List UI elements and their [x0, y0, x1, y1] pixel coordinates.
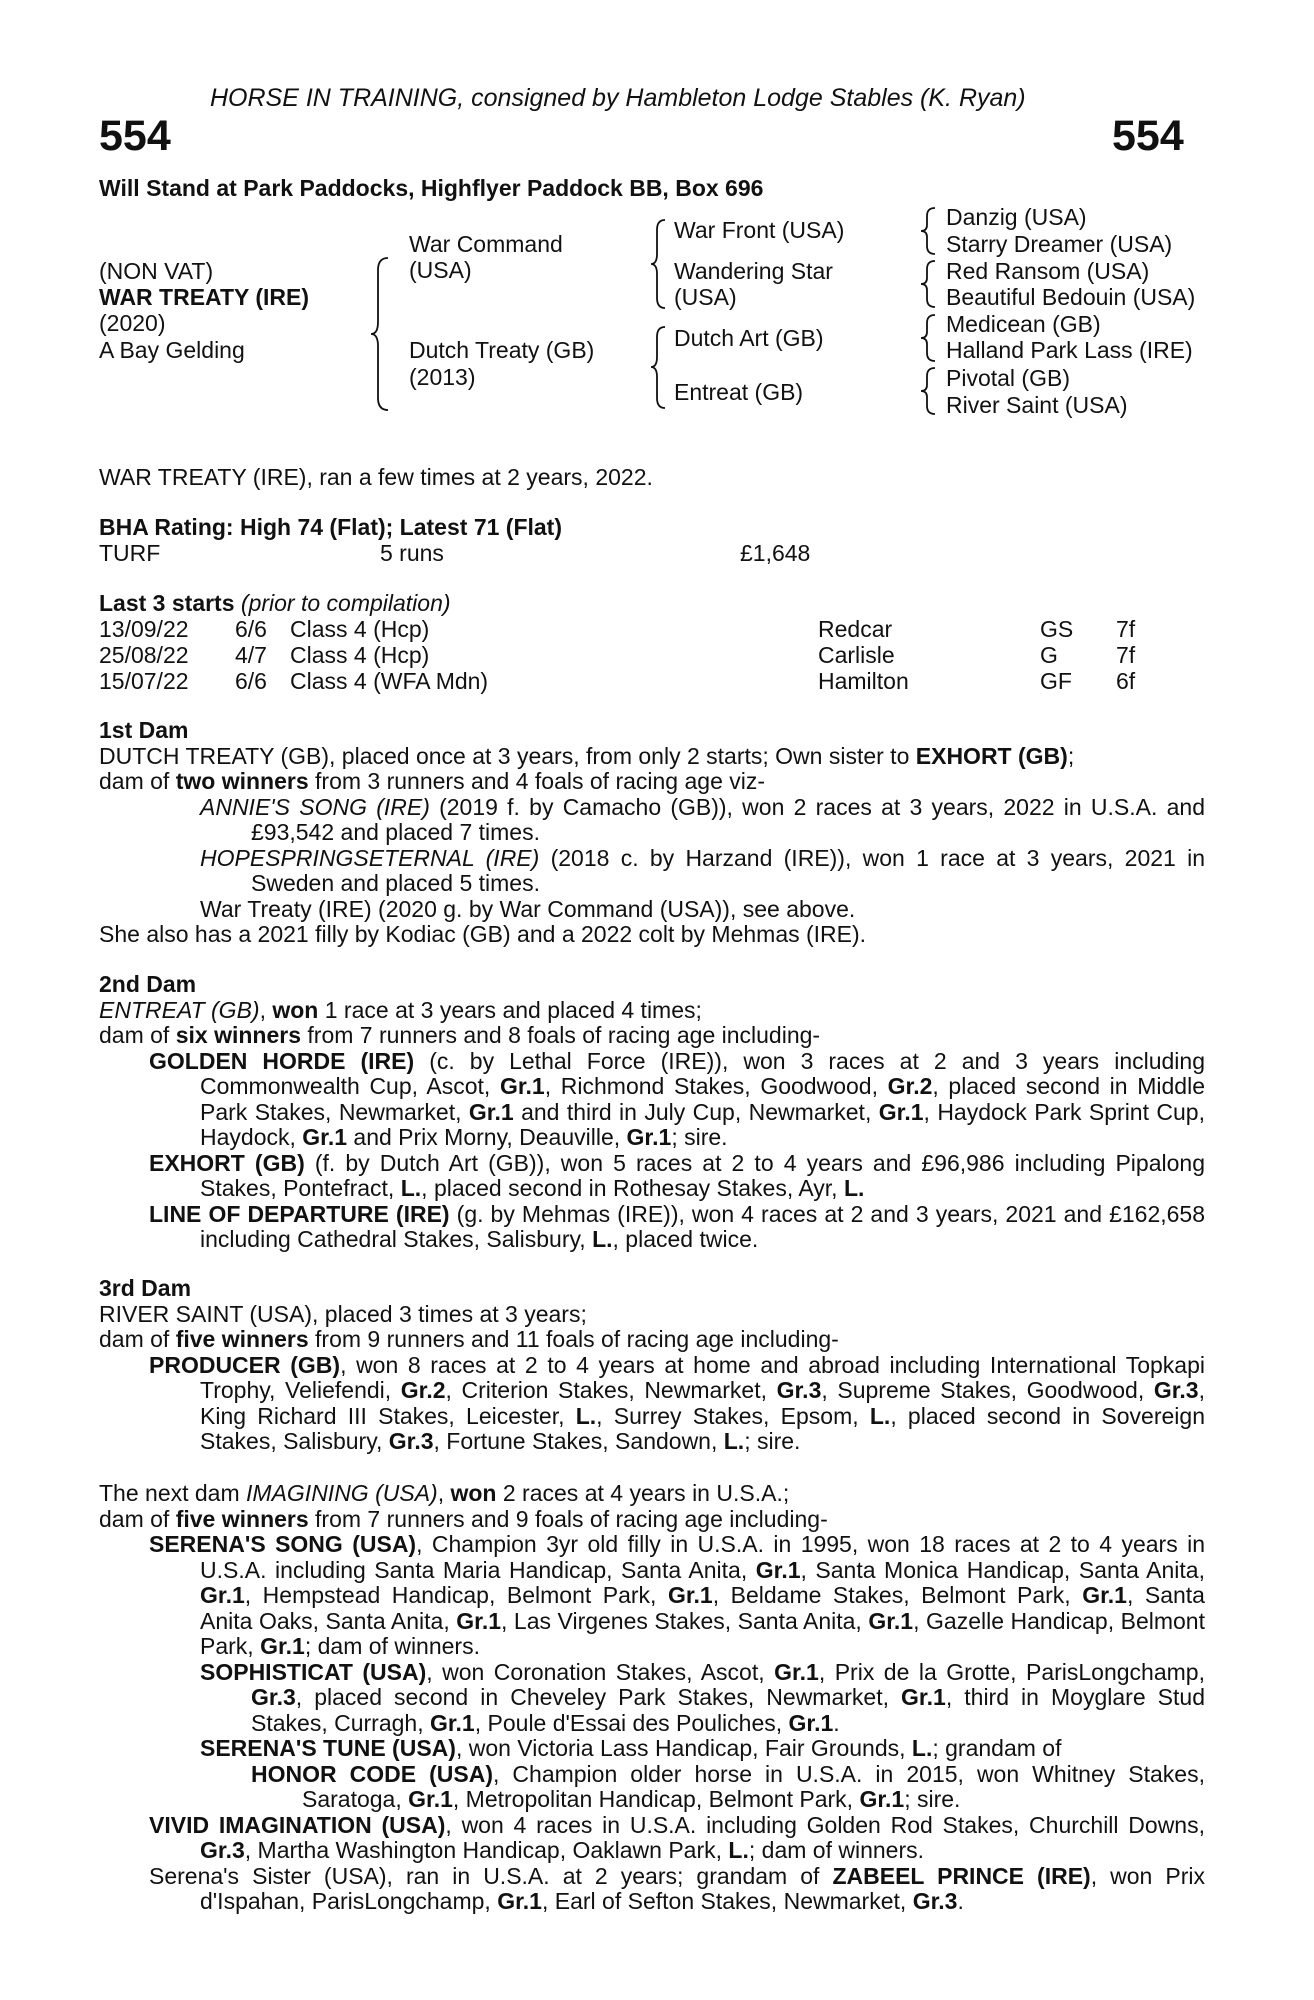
- grade-label: Gr.1: [868, 1607, 914, 1634]
- produce-text: .: [833, 1709, 840, 1736]
- produce-text: , Gazelle Handicap, Belmont Park,: [200, 1607, 1205, 1659]
- produce-name: ANNIE'S SONG (IRE): [200, 793, 430, 820]
- start-going: GF: [1040, 668, 1072, 694]
- next-dam-intro: [99, 1481, 1205, 1507]
- rating-earnings: £1,648: [740, 540, 811, 566]
- pedigree-brace-gen3-4: [920, 366, 938, 416]
- second-dam-text: from 7 runners and 8 foals of racing age including-: [301, 1022, 821, 1048]
- produce-name: EXHORT (GB): [149, 1149, 305, 1176]
- produce-text: ; dam of winners.: [748, 1837, 925, 1863]
- second-dam-section: [99, 972, 1205, 1253]
- produce-text: ; sire.: [744, 1428, 801, 1454]
- produce-entry: [99, 1151, 1205, 1202]
- produce-entry: [99, 1353, 1205, 1455]
- produce-text: , Poule d'Essai des Pouliches,: [474, 1709, 789, 1736]
- produce-text: (2018 c. by Harzand (IRE)), won 1 race at 3 years, 2021 in Sweden and placed 5 times.: [251, 844, 1205, 896]
- third-dam-produce: [99, 1327, 1205, 1353]
- produce-text: , Prix de la Grotte, ParisLongchamp,: [818, 1658, 1205, 1685]
- grade-label: Gr.3: [200, 1837, 245, 1863]
- produce-text: ; dam of winners.: [304, 1633, 480, 1659]
- produce-name: GOLDEN HORDE (IRE): [149, 1047, 415, 1074]
- produce-text: .: [957, 1888, 964, 1914]
- grade-label: Gr.3: [388, 1428, 434, 1454]
- grade-label: Gr.1: [667, 1582, 713, 1608]
- produce-name: HONOR CODE (USA): [251, 1760, 493, 1787]
- first-dam-section: [99, 718, 1205, 948]
- produce-text: ; sire.: [904, 1786, 961, 1812]
- produce-text: and Prix Morny, Deauville,: [347, 1124, 627, 1150]
- second-dam-name: ENTREAT (GB): [99, 996, 260, 1023]
- produce-text: , Las Virgenes Stakes, Santa Anita,: [501, 1607, 869, 1634]
- produce-text: and third in July Cup, Newmarket,: [513, 1098, 879, 1125]
- grade-label: Gr.1: [408, 1786, 453, 1812]
- last-starts-title: Last 3 starts: [99, 590, 235, 616]
- start-race: Class 4 (Hcp): [290, 642, 430, 668]
- next-dam-won: won: [450, 1480, 497, 1506]
- grade-label: Gr.1: [774, 1658, 819, 1685]
- produce-text: , Haydock Park Sprint Cup, Haydock,: [200, 1098, 1205, 1150]
- start-position: 6/6: [235, 668, 267, 694]
- pedigree-brace-sire: [650, 218, 668, 310]
- dam-name: Dutch Treaty (GB): [409, 337, 595, 363]
- grade-label: L.: [400, 1175, 422, 1201]
- last-starts-heading: [99, 591, 451, 617]
- next-dam-winners: five winners: [175, 1505, 309, 1532]
- sire-sire: War Front (USA): [674, 217, 845, 243]
- third-dam-intro: RIVER SAINT (USA), placed 3 times at 3 years;: [99, 1300, 587, 1327]
- grade-label: Gr.3: [1153, 1377, 1199, 1403]
- produce-text: ; grandam of: [932, 1735, 1062, 1761]
- gen3-ddd: River Saint (USA): [946, 392, 1128, 418]
- next-dam-name: IMAGINING (USA): [246, 1480, 438, 1506]
- grade-label: L.: [592, 1226, 613, 1252]
- sire-dam-name: Wandering Star: [674, 258, 833, 284]
- grade-label: Gr.2: [887, 1073, 933, 1099]
- next-dam-text: from 7 runners and 9 foals of racing age including-: [308, 1505, 828, 1532]
- first-dam-text: dam of: [99, 768, 176, 794]
- grade-label: Gr.2: [400, 1377, 446, 1403]
- sire-dam-origin: (USA): [674, 284, 737, 310]
- dam-year: (2013): [409, 364, 476, 390]
- third-dam-section: [99, 1276, 1205, 1455]
- grade-label: Gr.1: [755, 1556, 801, 1583]
- sire-origin: (USA): [409, 257, 472, 283]
- start-going: G: [1040, 642, 1058, 668]
- produce-entry: [99, 1532, 1205, 1660]
- produce-entry: [99, 897, 1205, 923]
- start-race: Class 4 (WFA Mdn): [290, 668, 489, 694]
- produce-text: , Martha Washington Handicap, Oaklawn Park,: [244, 1837, 729, 1863]
- grade-label: Gr.1: [788, 1709, 834, 1736]
- start-distance: 7f: [1116, 642, 1136, 668]
- produce-name: HOPESPRINGSETERNAL (IRE): [200, 844, 540, 871]
- produce-name: SOPHISTICAT (USA): [200, 1658, 427, 1685]
- produce-text: , Criterion Stakes, Newmarket,: [445, 1377, 777, 1403]
- third-dam-winners: five winners: [175, 1326, 309, 1352]
- grade-label: L.: [843, 1175, 865, 1201]
- first-dam-closing: She also has a 2021 filly by Kodiac (GB) and a 2022 colt by Mehmas (IRE).: [99, 921, 867, 947]
- dam-sire: Dutch Art (GB): [674, 325, 824, 351]
- first-dam-produce: [99, 769, 1205, 795]
- produce-name: PRODUCER (GB): [149, 1351, 341, 1378]
- gen3-ssd: Starry Dreamer (USA): [946, 231, 1173, 257]
- produce-text: , placed twice.: [612, 1226, 759, 1252]
- second-dam-text: dam of: [99, 1022, 176, 1048]
- produce-entry: [99, 1736, 1205, 1762]
- produce-text: , won Coronation Stakes, Ascot,: [426, 1658, 775, 1685]
- next-dam-text: dam of: [99, 1505, 176, 1532]
- first-dam-sister: EXHORT (GB): [915, 742, 1068, 769]
- produce-text: , Supreme Stakes, Goodwood,: [821, 1377, 1154, 1403]
- pedigree-brace-gen3-3: [920, 313, 938, 363]
- grade-label: L.: [723, 1428, 745, 1454]
- last-starts-note: (prior to compilation): [240, 590, 451, 616]
- produce-text: , placed second in Cheveley Park Stakes, Newmarket,: [295, 1684, 902, 1710]
- grade-label: L.: [728, 1837, 749, 1863]
- produce-text: , won 4 races in U.S.A. including Golden Rod Stakes, Churchill Downs,: [445, 1811, 1205, 1838]
- produce-text: ; sire.: [671, 1124, 728, 1150]
- rating-runs: 5 runs: [380, 540, 444, 566]
- second-dam-punct: ,: [259, 996, 273, 1023]
- gen3-sds: Red Ransom (USA): [946, 258, 1150, 284]
- grade-label: Gr.1: [499, 1073, 545, 1099]
- grade-label: Gr.1: [260, 1633, 305, 1659]
- horse-year: (2020): [99, 310, 166, 336]
- racing-summary: WAR TREATY (IRE), ran a few times at 2 years, 2022.: [99, 464, 653, 490]
- produce-entry: [99, 1660, 1205, 1737]
- grade-label: Gr.1: [878, 1098, 924, 1125]
- start-race: Class 4 (Hcp): [290, 616, 430, 642]
- pedigree-brace-dam: [650, 325, 668, 410]
- gen3-dds: Pivotal (GB): [946, 365, 1070, 391]
- grade-label: Gr.1: [456, 1607, 502, 1634]
- start-course: Hamilton: [818, 668, 909, 694]
- rating-surface: TURF: [99, 540, 161, 566]
- grade-label: Gr.1: [859, 1786, 905, 1812]
- first-dam-intro: [99, 744, 1205, 770]
- stabling-line: Will Stand at Park Paddocks, Highflyer Paddock BB, Box 696: [99, 175, 764, 201]
- horse-name: WAR TREATY (IRE): [99, 284, 309, 310]
- produce-name: LINE OF DEPARTURE (IRE): [149, 1200, 450, 1227]
- gen3-sss: Danzig (USA): [946, 204, 1087, 230]
- start-position: 6/6: [235, 616, 267, 642]
- next-dam-text: The next dam: [99, 1480, 247, 1506]
- produce-name: VIVID IMAGINATION (USA): [149, 1811, 446, 1838]
- produce-text: War Treaty (IRE) (2020 g. by War Command (USA)), see above.: [200, 895, 856, 922]
- grade-label: Gr.1: [429, 1709, 475, 1736]
- consignment-line: HORSE IN TRAINING, consigned by Hambleton Lodge Stables (K. Ryan): [210, 84, 1026, 112]
- produce-text: , Hempstead Handicap, Belmont Park,: [244, 1582, 668, 1608]
- start-position: 4/7: [235, 642, 267, 668]
- produce-name: SERENA'S SONG (USA): [149, 1531, 417, 1557]
- produce-text: , Santa Monica Handicap, Santa Anita,: [800, 1556, 1205, 1583]
- produce-entry: [99, 1202, 1205, 1253]
- gen3-dss: Medicean (GB): [946, 311, 1101, 337]
- bha-rating-heading: BHA Rating: High 74 (Flat); Latest 71 (Flat): [99, 514, 562, 540]
- grade-label: Gr.1: [901, 1684, 946, 1710]
- pedigree-brace-gen3-1: [920, 206, 938, 256]
- second-dam-winners: six winners: [175, 1022, 301, 1048]
- lot-number-left: 554: [99, 112, 171, 160]
- produce-text: , won 8 races at 2 to 4 years at home and abroad including International Topkapi Trophy, Veliefendi,: [200, 1351, 1205, 1403]
- produce-text: , placed second in Sovereign Stakes, Salisbury,: [200, 1402, 1205, 1454]
- grade-label: Gr.1: [468, 1098, 514, 1125]
- produce-text: , Fortune Stakes, Sandown,: [433, 1428, 724, 1454]
- second-dam-produce: [99, 1023, 1205, 1049]
- produce-entry: [99, 795, 1205, 846]
- pedigree-brace-gen3-2: [920, 259, 938, 309]
- sire-name: War Command: [409, 231, 563, 257]
- produce-entry: [99, 1813, 1205, 1864]
- vat-status: (NON VAT): [99, 258, 214, 284]
- gen3-sdd: Beautiful Bedouin (USA): [946, 284, 1196, 310]
- produce-text: , Champion 3yr old filly in U.S.A. in 1995, won 18 races at 2 to 4 years in U.S.A. including Santa Maria Handicap, Santa Anita,: [200, 1531, 1205, 1583]
- pedigree-brace-gen1: [370, 256, 392, 412]
- produce-text: , Champion older horse in U.S.A. in 2015, won Whitney Stakes, Saratoga,: [302, 1760, 1205, 1812]
- produce-text: , Surrey Stakes, Epsom,: [596, 1402, 870, 1429]
- grade-label: Gr.1: [626, 1124, 672, 1150]
- second-dam-text: 1 race at 3 years and placed 4 times;: [318, 996, 702, 1023]
- grade-label: Gr.1: [200, 1582, 245, 1608]
- start-course: Carlisle: [818, 642, 895, 668]
- grade-label: Gr.3: [776, 1377, 822, 1403]
- next-dam-text: 2 races at 4 years in U.S.A.;: [496, 1480, 790, 1506]
- second-dam-won: won: [272, 996, 319, 1023]
- third-dam-heading: 3rd Dam: [99, 1275, 192, 1301]
- next-dam-produce: [99, 1507, 1205, 1533]
- grade-label: L.: [911, 1735, 933, 1761]
- second-dam-heading: 2nd Dam: [99, 971, 197, 997]
- dam-dam: Entreat (GB): [674, 379, 804, 405]
- first-dam-heading: 1st Dam: [99, 717, 189, 743]
- produce-text: (g. by Mehmas (IRE)), won 4 races at 2 and 3 years, 2021 and £162,658 including Cathedral Stakes, Salisbury,: [200, 1200, 1206, 1252]
- start-distance: 7f: [1116, 616, 1136, 642]
- produce-text: Serena's Sister (USA), ran in U.S.A. at 2 years; grandam of: [149, 1862, 833, 1889]
- grade-label: L.: [575, 1402, 597, 1429]
- produce-text: , Earl of Sefton Stakes, Newmarket,: [541, 1888, 913, 1914]
- produce-text: , placed second in Middle Park Stakes, Newmarket,: [200, 1073, 1205, 1125]
- grade-label: Gr.1: [497, 1888, 542, 1914]
- third-dam-text: from 9 runners and 11 foals of racing age including-: [308, 1326, 839, 1352]
- grade-label: Gr.3: [251, 1684, 296, 1710]
- first-dam-punct: ;: [1067, 742, 1075, 769]
- grade-label: Gr.1: [302, 1124, 348, 1150]
- produce-name: SERENA'S TUNE (USA): [200, 1735, 456, 1761]
- produce-entry: [99, 1864, 1205, 1915]
- produce-text: , Metropolitan Handicap, Belmont Park,: [452, 1786, 860, 1812]
- produce-text: , third in Moyglare Stud Stakes, Curragh,: [251, 1684, 1205, 1736]
- produce-entry: [99, 846, 1205, 897]
- produce-text: , King Richard III Stakes, Leicester,: [200, 1377, 1205, 1429]
- second-dam-intro: [99, 998, 1205, 1024]
- first-dam-text: DUTCH TREATY (GB), placed once at 3 years, from only 2 starts; Own sister to: [99, 742, 916, 769]
- third-dam-text: dam of: [99, 1326, 176, 1352]
- first-dam-winners: two winners: [175, 768, 309, 794]
- start-going: GS: [1040, 616, 1074, 642]
- start-course: Redcar: [818, 616, 893, 642]
- next-dam-section: [99, 1481, 1205, 1915]
- start-distance: 6f: [1116, 668, 1136, 694]
- grade-label: L.: [869, 1402, 891, 1429]
- first-dam-text: from 3 runners and 4 foals of racing age viz-: [308, 768, 766, 794]
- produce-text: , won Victoria Lass Handicap, Fair Grounds,: [455, 1735, 912, 1761]
- next-dam-punct: ,: [437, 1480, 451, 1506]
- start-date: 15/07/22: [99, 668, 189, 694]
- grade-label: Gr.1: [1082, 1582, 1127, 1608]
- start-date: 25/08/22: [99, 642, 189, 668]
- produce-text: (2019 f. by Camacho (GB)), won 2 races at 3 years, 2022 in U.S.A. and £93,542 and placed 7 times.: [251, 793, 1205, 845]
- produce-entry: [99, 1049, 1205, 1151]
- produce-text: , placed second in Rothesay Stakes, Ayr,: [421, 1175, 844, 1201]
- lot-number-right: 554: [1112, 112, 1184, 160]
- produce-text: , Beldame Stakes, Belmont Park,: [712, 1582, 1083, 1608]
- horse-description: A Bay Gelding: [99, 337, 245, 363]
- produce-name: ZABEEL PRINCE (IRE): [832, 1862, 1091, 1889]
- start-date: 13/09/22: [99, 616, 189, 642]
- gen3-dsd: Halland Park Lass (IRE): [946, 337, 1193, 363]
- produce-text: (f. by Dutch Art (GB)), won 5 races at 2 to 4 years and £96,986 including Pipalong Stakes, Pontefract,: [200, 1149, 1205, 1201]
- produce-text: , Santa Anita Oaks, Santa Anita,: [200, 1582, 1205, 1634]
- produce-text: , Richmond Stakes, Goodwood,: [544, 1073, 888, 1099]
- produce-text: (c. by Lethal Force (IRE)), won 3 races at 2 and 3 years including Commonwealth Cup, Ascot,: [200, 1047, 1205, 1099]
- produce-text: , won Prix d'Ispahan, ParisLongchamp,: [200, 1862, 1205, 1914]
- produce-entry: [99, 1762, 1205, 1813]
- grade-label: Gr.3: [912, 1888, 958, 1914]
